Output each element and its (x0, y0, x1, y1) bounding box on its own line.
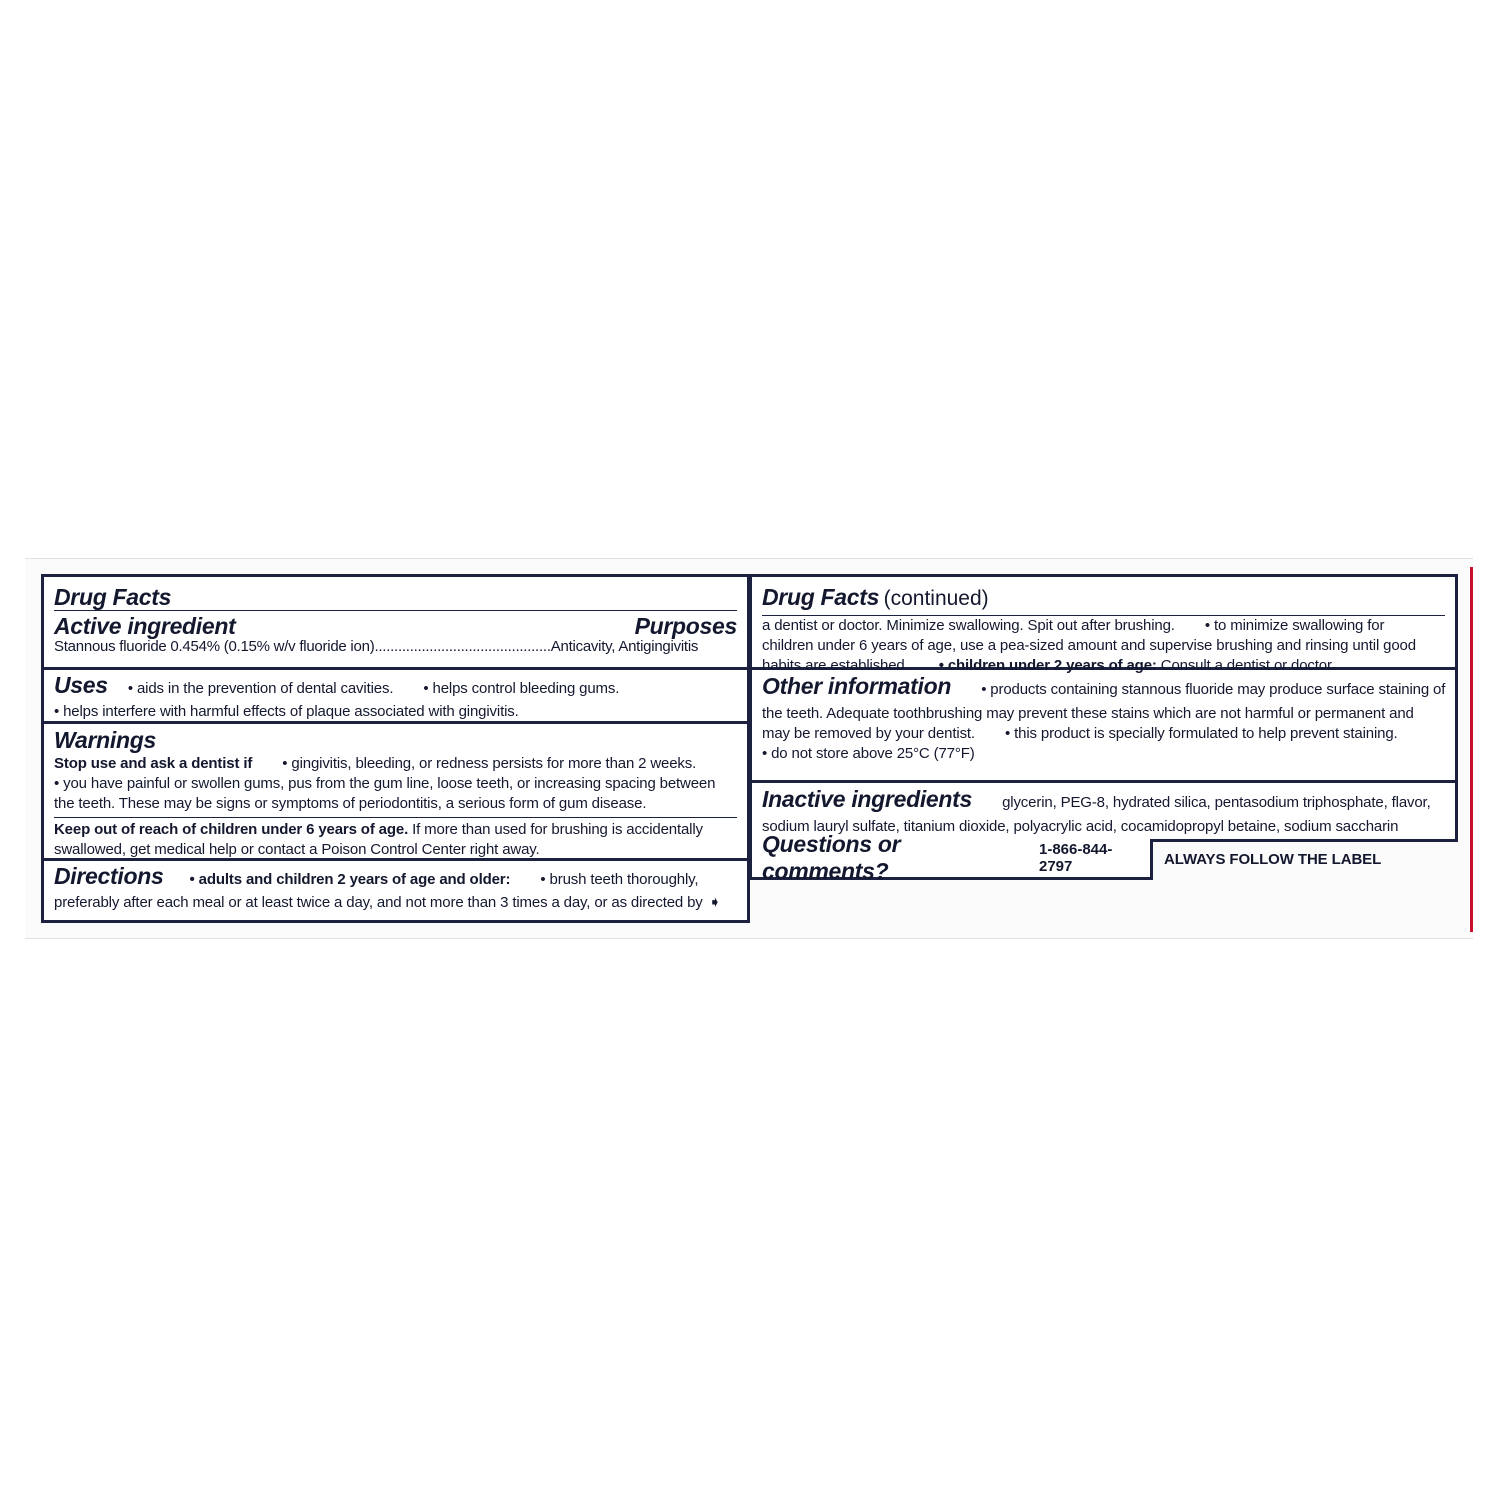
continued-text: a dentist or doctor. Minimize swallowing. Spit out after brushing. (762, 617, 1175, 634)
always-follow-label: ALWAYS FOLLOW THE LABEL (1164, 851, 1382, 868)
red-edge-stripe (1470, 567, 1473, 932)
other-info-text: the teeth. Adequate toothbrushing may prevent these stains which are not harmful or permanent and (762, 705, 1414, 722)
drug-facts-panel (41, 574, 750, 923)
uses-item: • aids in the prevention of dental cavities. (127, 680, 394, 697)
active-ingredient-line: Stannous fluoride 0.454% (0.15% w/v fluoride ion).............................................Anticavity, Antigingivitis (54, 638, 699, 655)
continued-text: • to minimize swallowing for (1204, 617, 1385, 634)
warning-item: the teeth. These may be signs or symptoms of periodontitis, a serious form of gum disease. (54, 794, 737, 818)
directions-item: • brush teeth thoroughly, (540, 871, 699, 888)
warnings-section (44, 724, 747, 861)
keep-out-text: If more than used for brushing is accidentally (408, 821, 703, 838)
questions-section (749, 831, 1153, 884)
warning-item: • gingivitis, bleeding, or redness persists for more than 2 weeks. (282, 755, 697, 772)
other-information-section (752, 670, 1455, 783)
directions-section (44, 861, 747, 920)
arrow-right-icon: ➧ (708, 894, 722, 911)
continued-text: Consult a dentist or doctor. (1156, 657, 1336, 674)
phone-number: 1-866-844-2797 (1038, 841, 1113, 875)
keep-out-text-2: swallowed, get medical help or contact a Poison Control Center right away. (54, 841, 540, 858)
directions-text: preferably after each meal or at least twice a day, and not more than 3 times a day, or as directed by (54, 894, 703, 911)
uses-item: • helps interfere with harmful effects of plaque associated with gingivitis. (54, 703, 519, 720)
continued-label: (continued) (883, 587, 989, 610)
drug-facts-continued-panel (749, 574, 1458, 842)
active-ingredient-heading: Active ingredient (54, 613, 236, 639)
directions-bold: • adults and children 2 years of age and older: (189, 871, 511, 888)
carton-panel (25, 558, 1473, 939)
other-info-item: • products containing stannous fluoride may produce surface staining of (981, 681, 1446, 698)
uses-heading: Uses (54, 672, 108, 698)
warnings-heading: Warnings (54, 727, 156, 753)
other-info-text: may be removed by your dentist. (762, 725, 975, 742)
uses-item: • helps control bleeding gums. (423, 680, 620, 697)
inactive-ingredients-text: sodium lauryl sulfate, titanium dioxide, polyacrylic acid, cocamidopropyl betaine, sodium saccharin (762, 818, 1399, 835)
other-info-item: • do not store above 25°C (77°F) (762, 745, 975, 762)
questions-heading: Questions or comments? (762, 831, 901, 884)
continued-text: children under 6 years of age, use a pea-sized amount and supervise brushing and rinsing until good (762, 637, 1416, 654)
inactive-ingredients-text: glycerin, PEG-8, hydrated silica, pentasodium triphosphate, flavor, (1002, 794, 1431, 811)
other-info-item: • this product is specially formulated to help prevent staining. (1005, 725, 1398, 742)
uses-section (44, 670, 747, 724)
warning-item: • you have painful or swollen gums, pus from the gum line, loose teeth, or increasing spacing between (54, 775, 716, 792)
drug-facts-title: Drug Facts (54, 577, 737, 611)
active-ingredient-section (44, 577, 747, 670)
inactive-ingredients-heading: Inactive ingredients (762, 786, 973, 812)
drug-facts-title-continued: Drug Facts (762, 584, 880, 610)
directions-heading: Directions (54, 863, 164, 889)
continued-text: habits are established. (762, 657, 909, 674)
continued-section (752, 577, 1455, 674)
stop-use-heading: Stop use and ask a dentist if (54, 755, 253, 772)
keep-out-heading: Keep out of reach of children under 6 years of age. (54, 821, 409, 838)
purposes-heading: Purposes (634, 613, 737, 639)
other-information-heading: Other information (762, 673, 952, 699)
children-under-2-heading: • children under 2 years of age: (938, 657, 1157, 674)
